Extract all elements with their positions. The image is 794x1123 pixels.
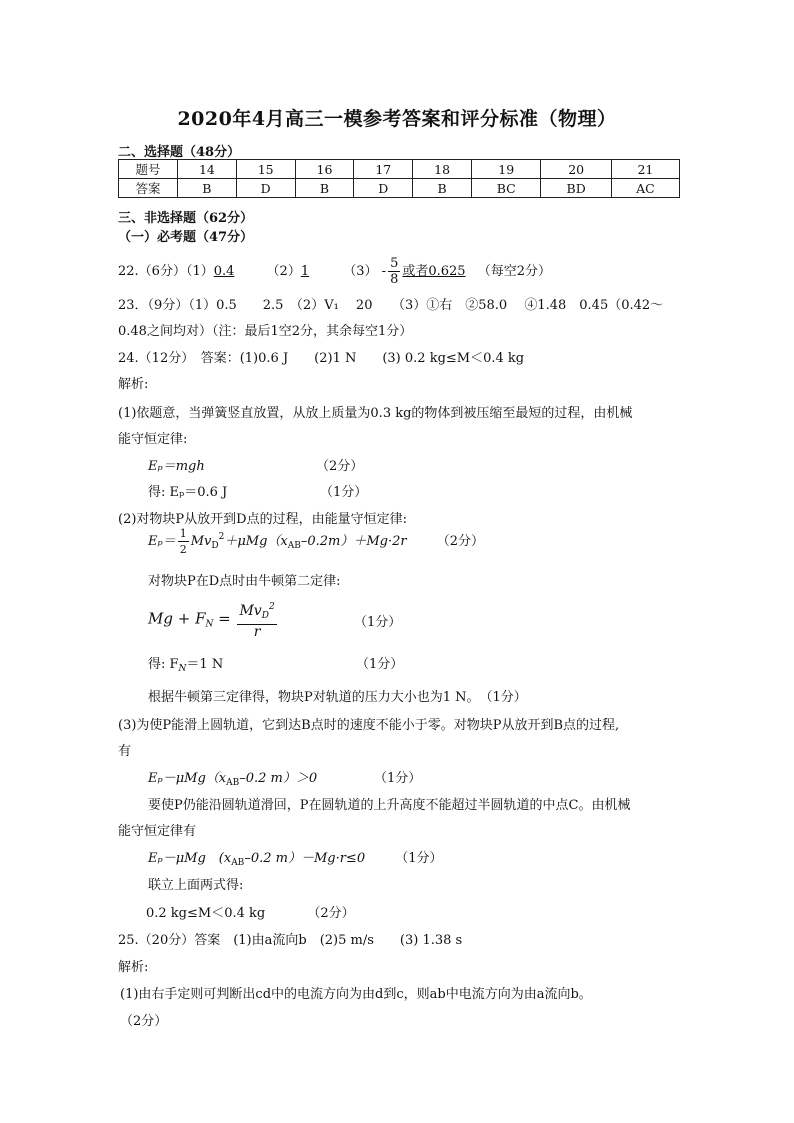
score-note: （2分） [307, 906, 355, 921]
equation-energy [148, 455, 364, 474]
equation-part: –0.2 m）＞0 [239, 771, 318, 786]
table-header-cell: 答案 [119, 179, 178, 198]
table-row-numbers [119, 160, 680, 179]
equation-part: = [213, 609, 236, 628]
equation-part: 0.2 kg≤M＜0.4 kg [146, 906, 266, 921]
fraction [237, 600, 276, 640]
q22-part3: （3） [343, 264, 378, 279]
q22-fraction [388, 256, 400, 287]
equation-condition-1 [148, 767, 422, 788]
table-row-answers [119, 179, 680, 198]
equation-newton-second [148, 600, 402, 640]
equation-part: Mv [239, 603, 262, 619]
subscript: N [178, 664, 187, 674]
q23-line-1: 23．（9分）（1）0.5 2.5 （2）V₁ 20 （3）①右 ②58.0 ④1.48 0.45（0.42～ [118, 298, 664, 313]
section-heading-nonchoice: 三、非选择题（62分） [118, 211, 254, 226]
equation-part: ＋μMg（x [224, 534, 288, 549]
equation-energy-conservation [148, 526, 484, 557]
q22-answer-3: 或者0.625 [402, 264, 466, 279]
table-cell: 19 [471, 160, 541, 179]
q22-score-note: （每空2分） [477, 264, 551, 279]
answer-table [118, 159, 680, 198]
table-cell: D [236, 179, 295, 198]
table-cell: 18 [413, 160, 472, 179]
q24-part1-line2: 能守恒定律: [118, 432, 188, 447]
fraction-denominator: r [253, 624, 261, 640]
subscript: AB [287, 541, 301, 551]
score-note: （2分） [316, 459, 364, 474]
score-note: （1分） [395, 851, 443, 866]
q22-answer-1: 0.4 [213, 264, 235, 279]
table-cell: 16 [295, 160, 354, 179]
table-cell: BC [471, 179, 541, 198]
fraction-denominator: 8 [390, 272, 399, 287]
superscript: 2 [218, 532, 225, 542]
subscript: N [205, 619, 214, 630]
equation-part: Eₚ－μMg（x [148, 771, 227, 786]
q23-line-2: 0.48之间均对）（注：最后1空2分，其余每空1分） [118, 324, 413, 339]
table-cell: 21 [611, 160, 679, 179]
fraction-denominator: 2 [179, 543, 187, 556]
page-title: 2020年4月高三一模参考答案和评分标准（物理） [177, 108, 617, 130]
q25-part1: (1)由右手定则可判断出cd中的电流方向为由d到c，则ab中电流方向为由a流向b。 [120, 987, 592, 1002]
equation-normal-force [148, 653, 404, 674]
q22-answer-line [118, 256, 551, 287]
equation-part: Eₚ＝ [148, 534, 176, 549]
table-cell: 17 [354, 160, 413, 179]
fraction-numerator: 1 [179, 527, 187, 540]
equation-final [146, 902, 355, 921]
equation-text: 得: Eₚ＝0.6 J [148, 485, 228, 500]
subscript: D [211, 541, 219, 551]
score-note: （1分） [374, 771, 422, 786]
q22-prefix: 22.（6分）（1） [118, 264, 214, 279]
q24-part2-newton: 对物块P在D点时由牛顿第二定律: [148, 574, 341, 589]
superscript: 2 [268, 602, 275, 612]
subsection-heading: （一）必考题（47分） [118, 230, 254, 245]
subscript: D [261, 611, 269, 621]
equation-part: Mg + F [148, 609, 206, 628]
table-cell: AC [611, 179, 679, 198]
q24-combine: 联立上面两式得: [148, 878, 244, 893]
score-note: （2分） [436, 534, 485, 549]
subscript: AB [231, 858, 245, 868]
q24-heading: 24.（12分） 答案：(1)0.6 J (2)1 N (3) 0.2 kg≤M＜0.4 kg [118, 351, 525, 366]
table-cell: 15 [236, 160, 295, 179]
q22-sign: - [381, 264, 387, 279]
equation-part: –0.2m）＋Mg·2r [300, 534, 407, 549]
table-cell: B [413, 179, 472, 198]
subscript: AB [226, 778, 240, 788]
equation-part: Eₚ－μMg (x [148, 851, 232, 866]
score-note: （1分） [356, 657, 404, 672]
table-cell: 14 [178, 160, 237, 179]
fraction-numerator: 5 [390, 256, 399, 271]
equation-part: –0.2 m）－Mg·r≤0 [244, 851, 366, 866]
equation-text: Eₚ＝mgh [148, 459, 205, 474]
table-header-cell: 题号 [119, 160, 178, 179]
q22-part2: （2） [266, 264, 301, 279]
q24-part3b-line1: 要使P仍能沿圆轨道滑回，P在圆轨道的上升高度不能超过半圆轨道的中点C。由机械 [148, 798, 631, 813]
score-note: （1分） [320, 485, 368, 500]
section-heading-choice: 二、选择题（48分） [118, 145, 241, 160]
equation-part: 得: F [148, 657, 179, 672]
score-note: （1分） [354, 615, 402, 630]
analysis-label: 解析: [118, 960, 149, 975]
fraction-numerator [237, 600, 276, 625]
table-cell: B [295, 179, 354, 198]
q24-part3-line2: 有 [118, 744, 132, 759]
q24-part2-third-law: 根据牛顿第三定律得，物块P对轨道的压力大小也为1 N。 （1分） [148, 690, 527, 705]
table-cell: B [178, 179, 237, 198]
q24-part2-intro: (2)对物块P从放开到D点的过程，由能量守恒定律: [118, 512, 407, 527]
fraction-half [178, 526, 189, 557]
q22-answer-2: 1 [300, 264, 310, 279]
equation-part: ＝1 N [186, 657, 224, 672]
table-cell: 20 [541, 160, 611, 179]
equation-part: Mv [190, 534, 212, 549]
q25-part1-score: （2分） [120, 1014, 168, 1029]
equation-condition-2 [148, 847, 443, 868]
q25-heading: 25.（20分）答案 (1)由a流向b (2)5 m/s (3) 1.38 s [118, 933, 463, 948]
q24-part1-line1: (1)依题意，当弹簧竖直放置，从放上质量为0.3 kg的物体到被压缩至最短的过程，由机械 [118, 406, 633, 421]
table-cell: BD [541, 179, 611, 198]
table-cell: D [354, 179, 413, 198]
q24-part3-line1: (3)为使P能滑上圆轨道，它到达B点时的速度不能小于零。对物块P从放开到B点的过程, [118, 718, 620, 733]
q24-part3b-line2: 能守恒定律有 [118, 824, 197, 839]
equation-result [148, 481, 368, 500]
analysis-label: 解析: [118, 377, 149, 392]
